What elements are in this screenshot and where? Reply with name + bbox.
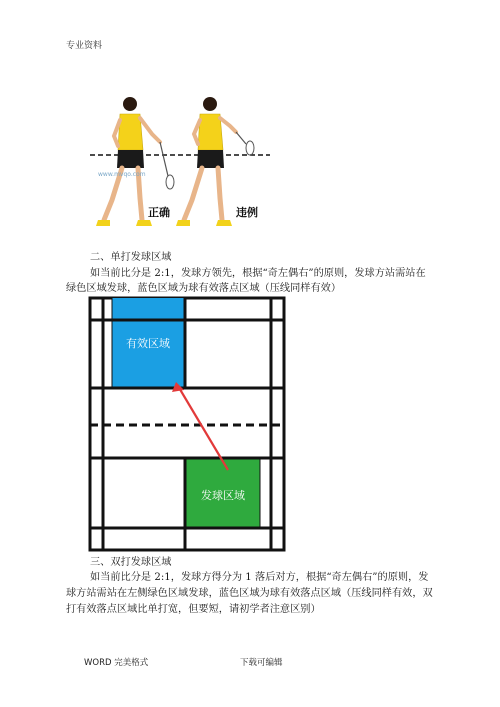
section2-paragraph-line2: 绿色区域发球，蓝色区域为球有效落点区域（压线同样有效） (66, 283, 342, 294)
serve-area-label: 发球区域 (201, 489, 245, 502)
section3-paragraph-line2: 球方站需站在左侧绿色区域发球，蓝色区域为球有效落点区域（压线同样有效，双 (66, 588, 433, 599)
section3-title: 三、双打发球区域 (90, 557, 172, 568)
singles-serve-court-diagram (88, 296, 286, 552)
page-header-label: 专业资料 (66, 41, 103, 51)
footer-left-label: WORD 完美格式 (84, 658, 149, 668)
watermark-text: www.mvqo.com (98, 171, 146, 178)
section3-paragraph-line3: 打有效落点区域比单打宽，但要短，请初学者注意区别） (66, 604, 321, 615)
wrong-label: 违例 (236, 206, 258, 219)
section3-paragraph-line1: 如当前比分是 2:1，发球方得分为 1 落后对方，根据“奇左偶右”的原则，发 (90, 572, 429, 583)
footer-right-label: 下载可编辑 (240, 658, 283, 668)
serve-posture-illustration (90, 92, 270, 242)
valid-area-label: 有效区域 (126, 337, 170, 350)
section2-paragraph-line1: 如当前比分是 2:1，发球方领先，根据“奇左偶右”的原则，发球方站需站在 (90, 268, 426, 279)
section2-title: 二、单打发球区域 (90, 252, 172, 263)
correct-label: 正确 (148, 206, 170, 219)
